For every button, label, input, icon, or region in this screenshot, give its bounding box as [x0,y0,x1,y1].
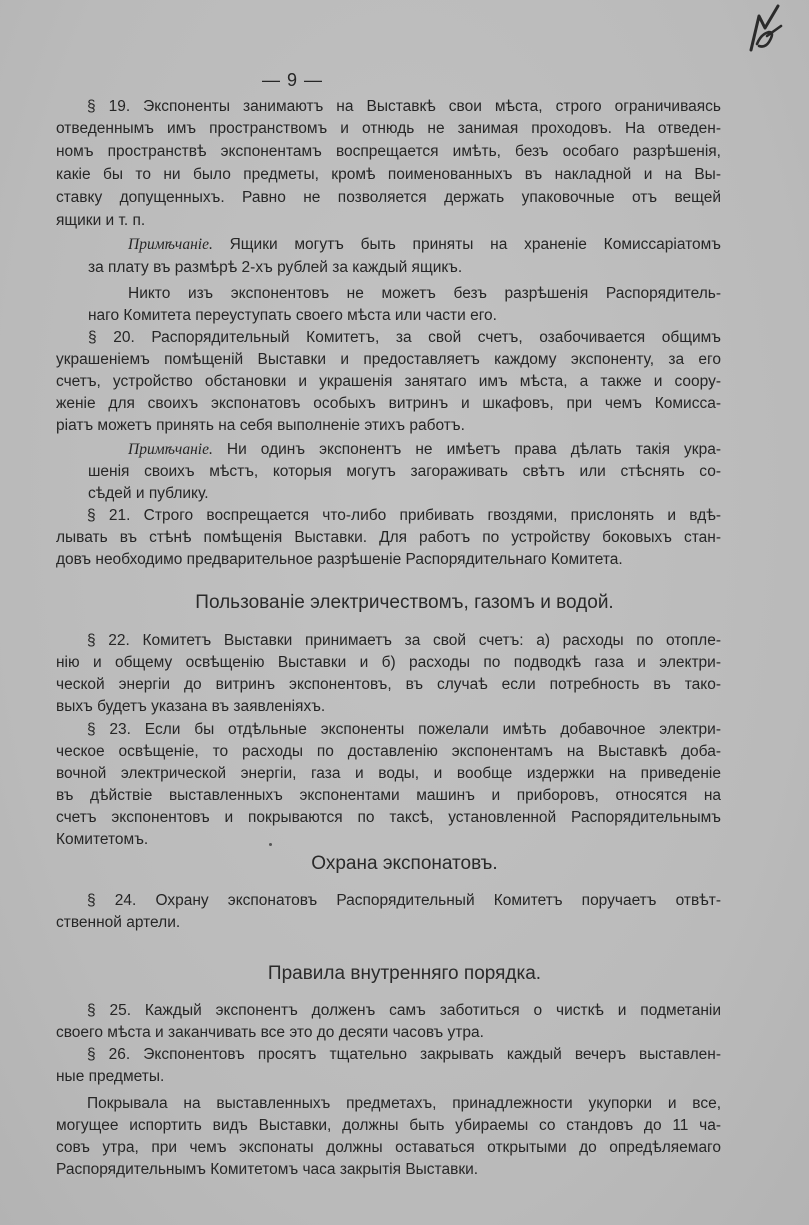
text-line: ящики и т. п. [56,212,146,229]
section-heading: Пользованіе электричествомъ, газомъ и водой. [195,592,614,613]
text-line: номъ пространствѣ экспонентамъ воспрещается имѣть, безъ особаго разрѣшенія, [56,143,721,160]
text-line: могущее испортить видъ Выставки, должны быть убираемы со стандовъ до 11 ча- [56,1117,721,1134]
text-line: женіе для своихъ экспонатовъ особыхъ витринъ и шкафовъ, при чемъ Комисса- [56,395,721,412]
text-line: лывать въ стѣнѣ помѣщенія Выставки. Для работъ по устройству боковыхъ стан- [56,529,721,546]
text-line: своего мѣста и заканчивать все это до десяти часовъ утра. [56,1024,484,1041]
print-speck [269,843,272,846]
note-line [128,235,721,254]
note-label: Примѣчаніе. [128,441,213,458]
text-line: Никто изъ экспонентовъ не можетъ безъ разрѣшенія Распорядитель- [128,285,721,302]
text-line: украшеніемъ помѣщеній Выставки и предоставляетъ каждому экспоненту, за его [56,351,721,368]
note-label: Примѣчаніе. [128,236,213,253]
text-line: ческой энергіи до витринъ экспонентовъ, въ случаѣ если потребность въ тако- [56,676,721,693]
text-line: § 21. Строго воспрещается что-либо прибивать гвоздями, прислонять и вдѣ- [87,507,721,524]
text-line: ріатъ можетъ принять на себя выполненіе этихъ работъ. [56,417,465,434]
text-line: отведеннымъ имъ пространствомъ и отнюдь не занимая проходовъ. На отведен- [56,120,721,137]
text-line: § 25. Каждый экспонентъ долженъ самъ заботиться о чисткѣ и подметаніи [87,1002,721,1019]
text-line: въ дѣйствіе выставленныхъ экспонентами машинъ и приборовъ, относятся на [56,787,721,804]
text-line: § 26. Экспонентовъ просятъ тщательно закрывать каждый вечеръ выставлен- [87,1046,721,1063]
text-line: Распорядительнымъ Комитетомъ часа закрытія Выставки. [56,1161,479,1178]
section-heading: Охрана экспонатовъ. [311,853,498,874]
text-line: какіе бы то ни было предметы, кромѣ поименованныхъ въ накладной и на Вы- [56,166,721,183]
text-line: выхъ будетъ указана въ заявленіяхъ. [56,698,326,715]
text-line: Покрывала на выставленныхъ предметахъ, принадлежности укупорки и все, [87,1095,721,1112]
text-line: наго Комитета переуступать своего мѣста или части его. [88,307,497,324]
text-line: вочной электрической энергіи, газа и воды, и вообще издержки на приведеніе [56,765,721,782]
text-line: § 20. Распорядительный Комитетъ, за свой счетъ, озабочивается общимъ [88,329,721,346]
text-line: счетъ экспонентовъ и покрываются по таксѣ, установленной Распорядительнымъ [56,809,721,826]
text-line: за плату въ размѣрѣ 2-хъ рублей за каждый ящикъ. [88,259,463,276]
text-line: довъ необходимо предварительное разрѣшеніе Распорядительнаго Комитета. [56,551,623,568]
text-line: совъ утра, при чемъ экспонаты должны оставаться открытыми до опредѣляемаго [56,1139,721,1156]
text-line: ные предметы. [56,1068,165,1085]
note-text: Ни одинъ экспонентъ не имѣетъ права дѣлать такія укра- [212,441,721,458]
text-line: § 22. Комитетъ Выставки принимаетъ за свой счетъ: а) расходы по отопле- [87,632,721,649]
note-text: Ящики могутъ быть приняты на храненіе Комиссаріатомъ [212,236,721,253]
text-line: сѣдей и публику. [88,485,209,502]
text-line: ставку допущенныхъ. Равно не позволяется держать упаковочные отъ вещей [56,189,721,206]
text-line: § 19. Экспоненты занимаютъ на Выставкѣ свои мѣста, строго ограничиваясь [87,98,721,115]
text-line: счетъ, устройство обстановки и украшенія занятаго имъ мѣста, а также и соору- [56,373,721,390]
text-line: § 23. Если бы отдѣльные экспоненты пожелали имѣть добавочное электри- [87,721,721,738]
page-number-text: — 9 — [262,70,324,90]
text-line: ственной артели. [56,914,181,931]
text-line: Комитетомъ. [56,831,149,848]
text-line: шенія своихъ мѣстъ, которыя могутъ загораживать свѣтъ или стѣснять со- [88,463,721,480]
section-heading: Правила внутренняго порядка. [267,963,542,984]
text-line: нію и общему освѣщенію Выставки и б) расходы по подводкѣ газа и электри- [56,654,721,671]
note-line [128,440,721,459]
handwritten-folio-number [745,2,791,54]
text-line: ческое освѣщеніе, то расходы по доставленію экспонентамъ на Выставкѣ доба- [56,743,721,760]
text-line: § 24. Охрану экспонатовъ Распорядительный Комитетъ поручаетъ отвѣт- [87,892,721,909]
